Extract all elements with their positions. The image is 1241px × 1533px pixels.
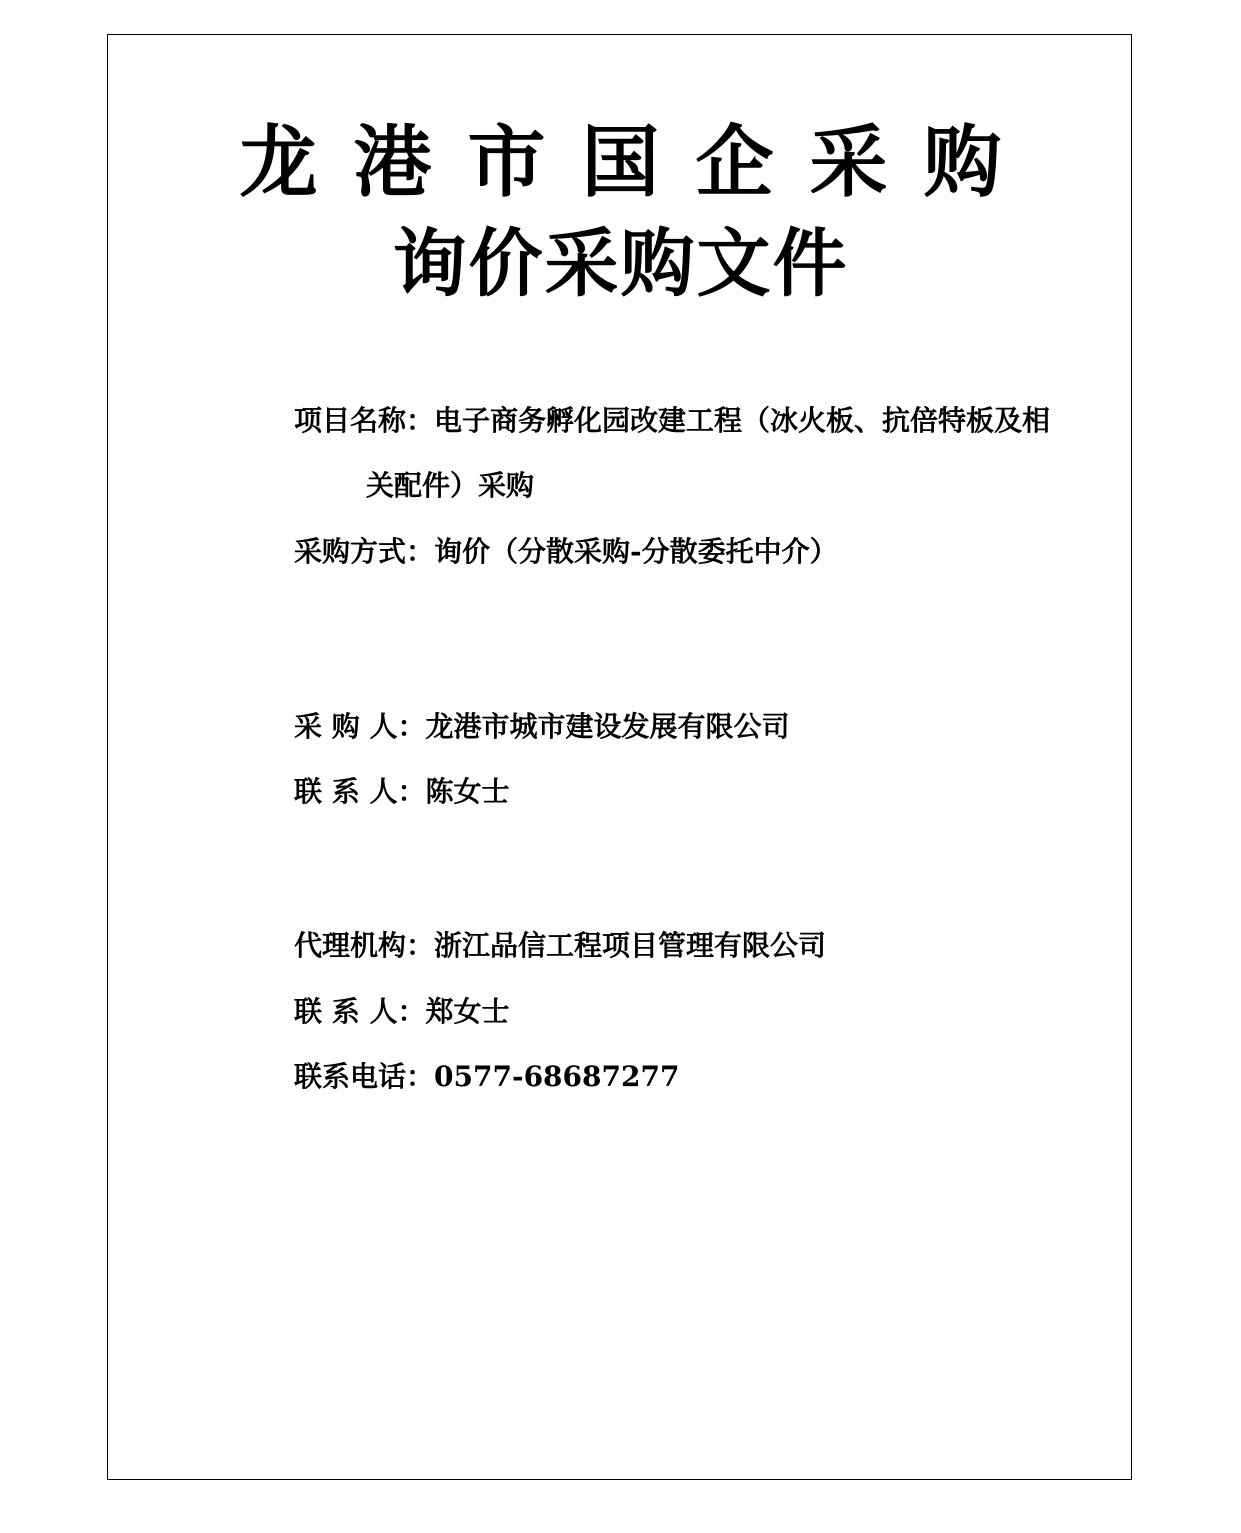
purchaser-contact-value: 陈女士 [425, 775, 510, 808]
agency-phone-label: 联系电话： [294, 1060, 435, 1093]
purchaser-label: 采 购 人： [294, 710, 426, 743]
document-title-line2: 询价采购文件 [392, 221, 849, 307]
procurement-method-field [294, 530, 838, 570]
agency-phone-value: 0577-68687277 [434, 1060, 680, 1093]
purchaser-contact-label: 联 系 人： [294, 775, 426, 808]
project-name-value: 电子商务孵化园改建工程（冰火板、抗倍特板及相 [434, 404, 1051, 437]
procurement-method-value: 询价（分散采购-分散委托中介） [434, 535, 838, 568]
project-name-value-continued: 关配件）采购 [366, 469, 535, 502]
agency-label: 代理机构： [294, 929, 435, 962]
agency-phone-field [294, 1055, 679, 1095]
agency-contact-label: 联 系 人： [294, 995, 426, 1028]
agency-contact-field [294, 990, 510, 1030]
procurement-method-label: 采购方式： [294, 535, 435, 568]
project-name-label: 项目名称： [294, 404, 435, 437]
agency-value: 浙江品信工程项目管理有限公司 [434, 929, 827, 962]
purchaser-value: 龙港市城市建设发展有限公司 [425, 710, 790, 743]
agency-contact-value: 郑女士 [425, 995, 510, 1028]
purchaser-contact-field [294, 770, 510, 810]
agency-field [294, 924, 826, 964]
purchaser-field [294, 705, 790, 745]
document-title-line1: 龙港市国企采购 [239, 118, 1038, 208]
project-name-field [294, 399, 1050, 439]
